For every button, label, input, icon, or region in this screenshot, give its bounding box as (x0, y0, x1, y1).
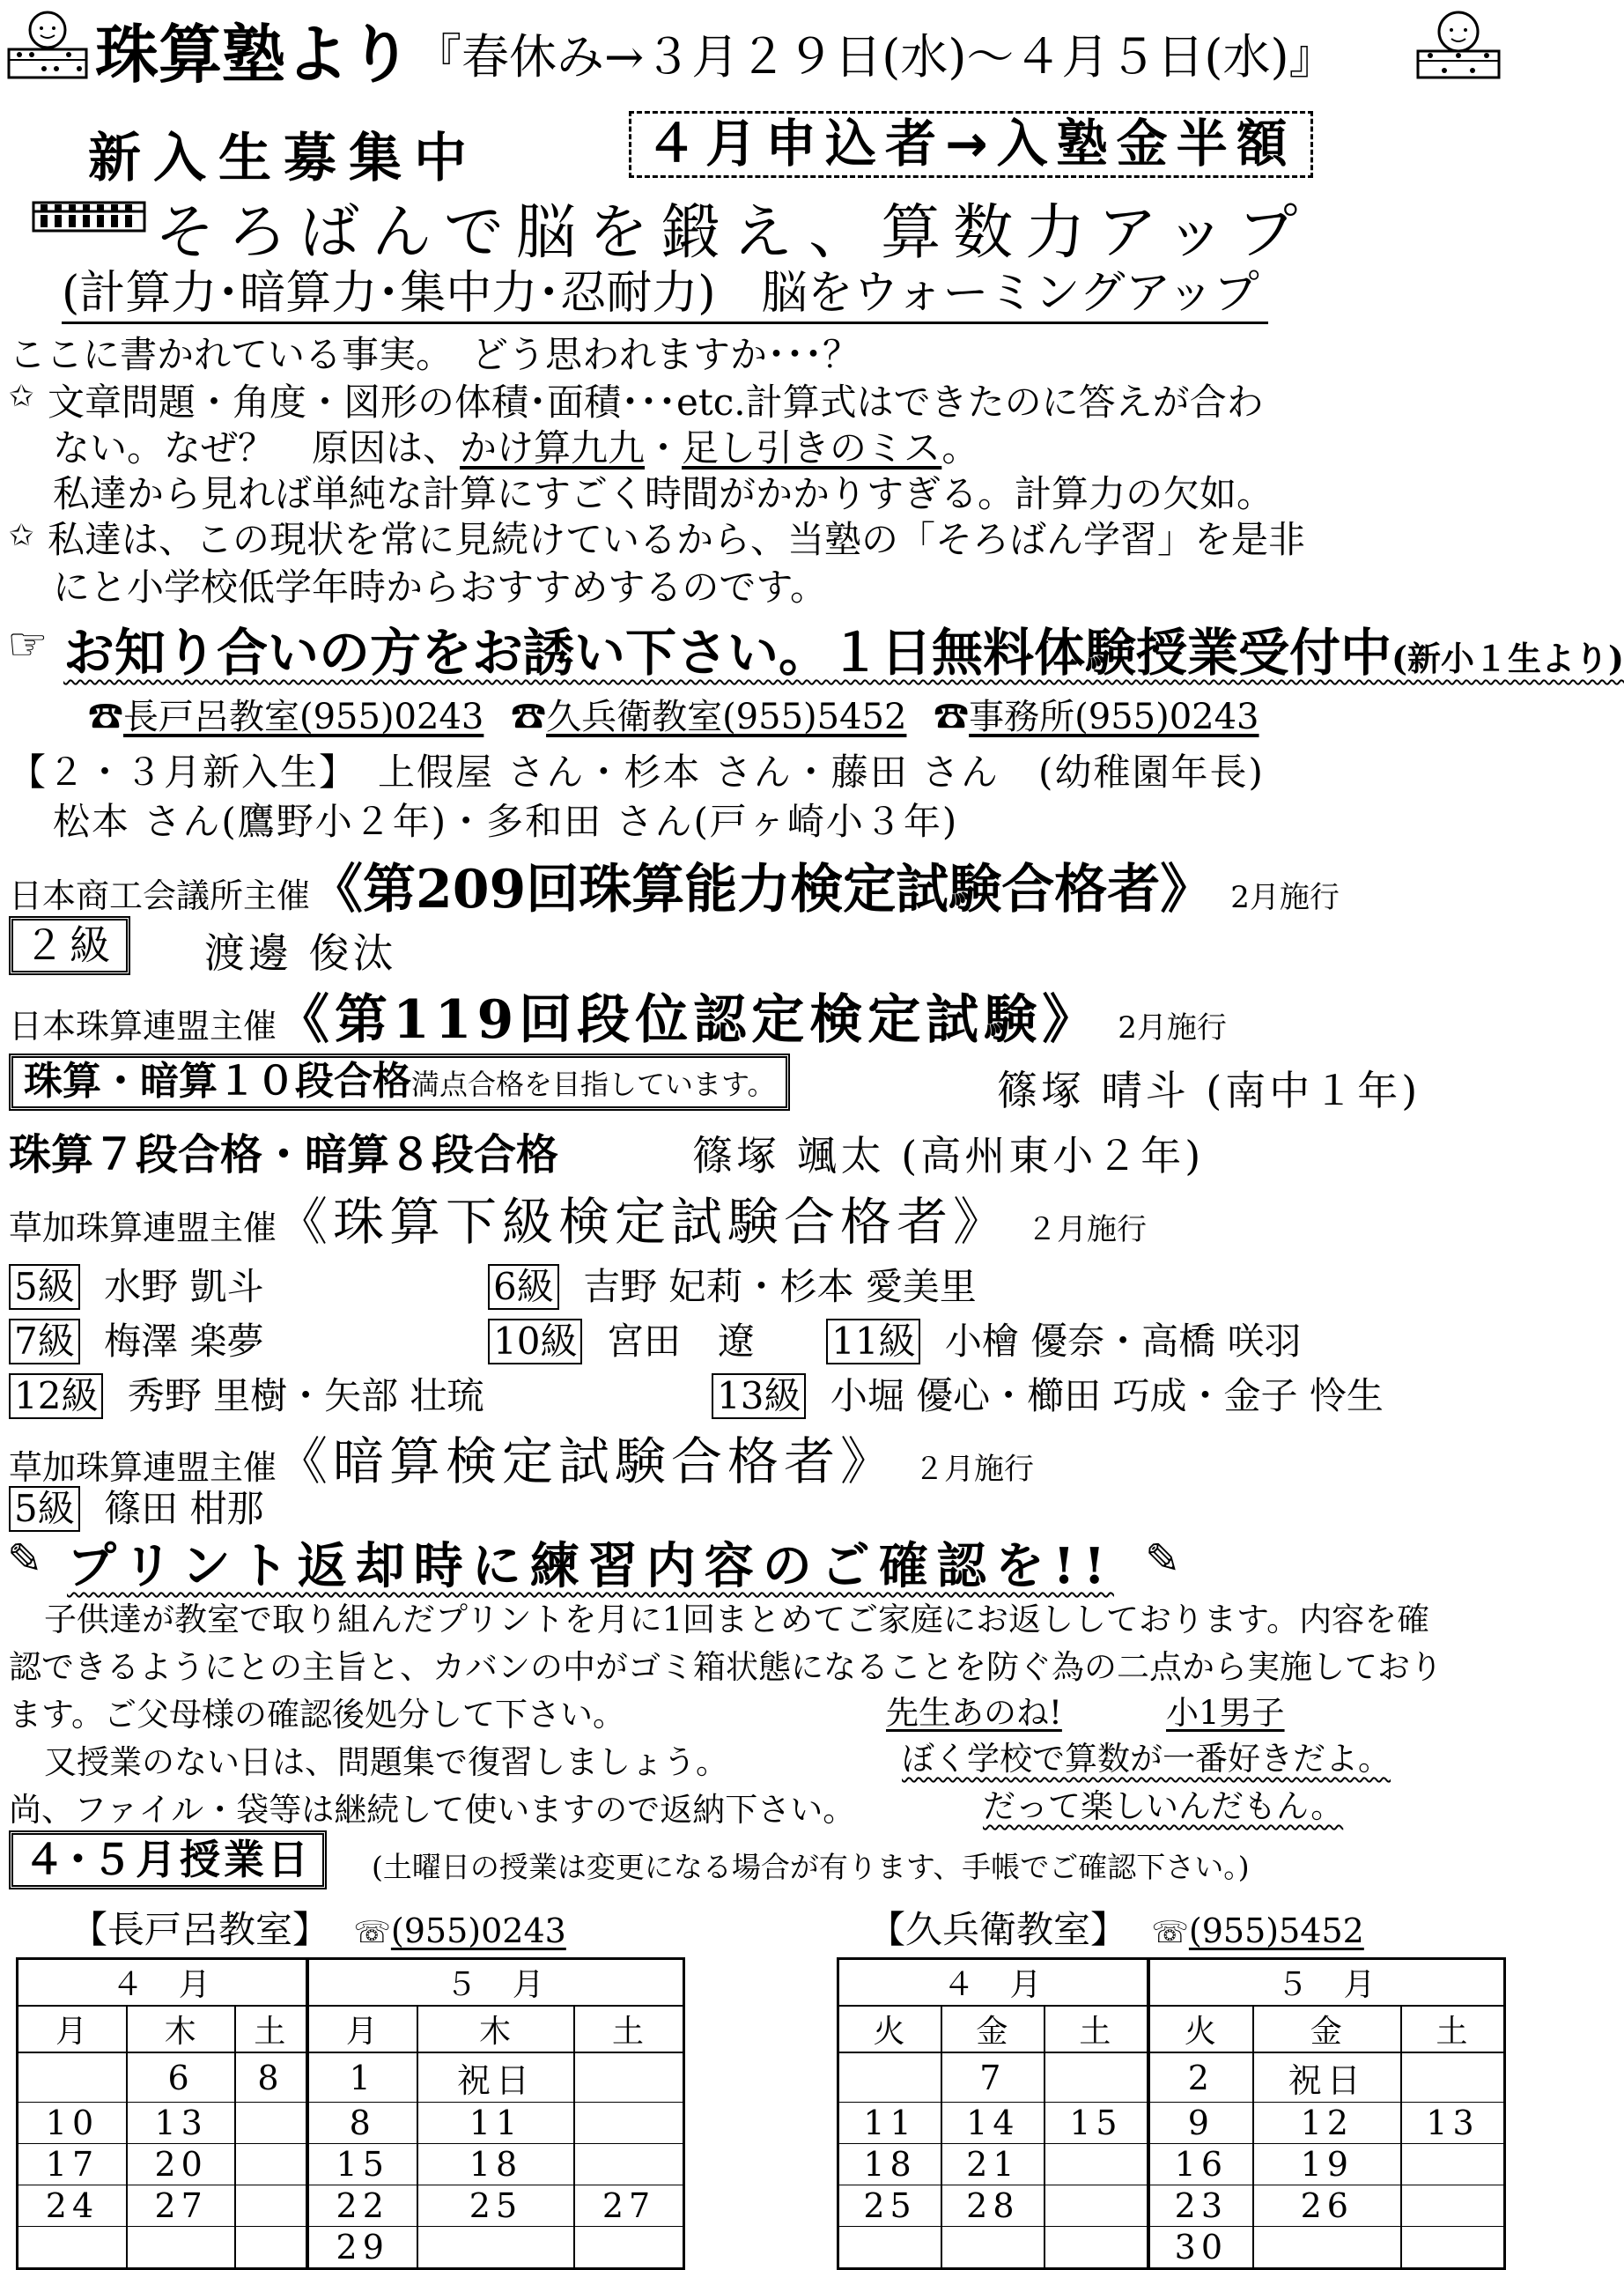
phone-icon: ☎ (511, 697, 547, 737)
date-cell (838, 2227, 942, 2269)
exam3-row-2 (9, 1312, 263, 1365)
weekday-header: 金 (1253, 2006, 1401, 2052)
contact-kyubee: 久兵衛教室(955)5452 (546, 697, 907, 737)
intro-lead: ここに書かれている事実。 どう思われますか･･･？ (9, 333, 860, 376)
date-cell (574, 2144, 683, 2185)
grade-passers: 水野 凱斗 (104, 1265, 264, 1308)
weekday-header: 火 (838, 2006, 942, 2052)
sensei-anone-line2: だって楽しいんだもん。 (983, 1787, 1344, 1825)
exam3-title: 《珠算下級検定試験合格者》 (277, 1192, 1010, 1252)
date-cell: 24 (18, 2185, 127, 2227)
exam2-organizer: 日本珠算連盟主催 (9, 1007, 277, 1046)
schedule-note: (土曜日の授業は変更になる場合が有ります、手帳でご確認下さい。) (372, 1850, 1250, 1884)
grade-passers: 宮田 遼 (606, 1320, 755, 1363)
date-cell: 29 (307, 2227, 417, 2269)
weekday-header: 月 (18, 2006, 127, 2052)
recruiting-banner: 新入生募集中 (88, 128, 479, 189)
date-cell: 22 (307, 2185, 417, 2227)
date-cell (574, 2227, 683, 2269)
weekday-header: 木 (127, 2006, 235, 2052)
date-cell: 11 (838, 2103, 942, 2144)
exam3-heading (9, 1180, 1147, 1254)
date-cell: 9 (1148, 2103, 1252, 2144)
date-cell: 8 (235, 2052, 306, 2103)
contact-nagatoro: 長戸呂教室(955)0243 (123, 697, 484, 737)
print-notice-line5: 尚、ファイル・袋等は継続して使いますので返納下さい。 (9, 1791, 856, 1829)
schedule-heading: ４･５月授業日 (9, 1830, 327, 1889)
dan-10-passer: 篠塚 晴斗 (南中１年) (997, 1067, 1421, 1114)
date-cell (1401, 2185, 1505, 2227)
nagatoro-name: 【長戸呂教室】 (70, 1908, 330, 1951)
free-trial-eligibility: (新小１生より) (1391, 639, 1624, 678)
intro-p1-dot: ・ (645, 426, 683, 470)
dan-7-8-label: 珠算７段合格・暗算８段合格 (9, 1130, 559, 1179)
grade-badge: 7級 (9, 1319, 80, 1364)
nagatoro-calendar (16, 1957, 685, 2270)
date-cell (1045, 2227, 1148, 2269)
exam1-heading (9, 847, 1340, 923)
grade-passers: 小堀 優心・櫛田 巧成・金子 怜生 (830, 1374, 1384, 1417)
exam3-row-2c (826, 1312, 1302, 1365)
date-cell (417, 2227, 574, 2269)
date-cell (235, 2185, 306, 2227)
may-header: ５ 月 (307, 1959, 684, 2007)
date-cell: 11 (417, 2103, 574, 2144)
dan-10-badge (9, 1054, 790, 1111)
nagatoro-header (70, 1901, 566, 1954)
date-cell: 28 (941, 2185, 1045, 2227)
kyubee-name: 【久兵衛教室】 (868, 1908, 1128, 1951)
grade-passers: 秀野 里樹・矢部 壮琉 (127, 1374, 484, 1417)
date-cell (838, 2052, 942, 2103)
slogan: そろばんで脳を鍛え、算数力アップ (155, 198, 1310, 268)
phone-icon: ☏ (353, 1915, 391, 1950)
subslogan: (計算力･暗算力･集中力･忍耐力) 脳をウォーミングアップ (62, 255, 1268, 324)
date-cell: 祝日 (417, 2052, 574, 2103)
multiplication-table-term: かけ算九九 (460, 426, 646, 470)
date-cell (1401, 2052, 1505, 2103)
exam1-grade-badge: ２級 (9, 916, 130, 975)
date-cell: 15 (1045, 2103, 1148, 2144)
grade-badge: 5級 (9, 1486, 80, 1532)
date-cell (1401, 2144, 1505, 2185)
kyubee-header (868, 1901, 1364, 1954)
date-cell: 10 (18, 2103, 127, 2144)
weekday-header: 土 (574, 2006, 683, 2052)
exam3-row-3b (712, 1367, 1384, 1420)
teacher-abacus-icon (5, 7, 90, 81)
grade-passers: 吉野 妃莉・杉本 愛美里 (583, 1265, 977, 1308)
date-cell: 6 (127, 2052, 235, 2103)
grade-badge: 5級 (9, 1264, 80, 1310)
date-cell (1045, 2052, 1148, 2103)
weekday-header: 土 (235, 2006, 306, 2052)
pointing-hand-icon: ☞ (7, 618, 48, 671)
print-notice-heading: プリント返却時に練習内容のご確認を!! (67, 1537, 1114, 1595)
dan-7-8-passer: 篠塚 颯太 (高州東小２年) (692, 1132, 1205, 1179)
date-cell: 27 (574, 2185, 683, 2227)
exam1-date: 2月施行 (1230, 880, 1340, 915)
date-cell: 21 (941, 2144, 1045, 2185)
print-notice-line1: 子供達が教室で取り組んだプリントを月に1回まとめてご家庭にお返ししております。内容を確 (44, 1601, 1430, 1638)
star-icon: ✩ (9, 518, 34, 553)
date-cell: 18 (838, 2144, 942, 2185)
weekday-header: 金 (941, 2006, 1045, 2052)
abacus-icon (32, 199, 146, 234)
kyubee-calendar (837, 1957, 1506, 2270)
exam2-title: 《第119回段位認定検定試験》 (277, 989, 1101, 1051)
weekday-header: 土 (1045, 2006, 1148, 2052)
contact-office: 事務所(955)0243 (969, 697, 1259, 737)
sensei-anone-label: 先生あのね! (886, 1694, 1062, 1732)
weekday-header: 土 (1401, 2006, 1505, 2052)
exam1-organizer: 日本商工会議所主催 (9, 876, 311, 915)
exam4-title: 《暗算検定試験合格者》 (277, 1431, 897, 1491)
student-abacus-icon (1409, 7, 1506, 81)
date-cell: 25 (838, 2185, 942, 2227)
campaign-banner: ４月申込者→入塾金半額 (629, 111, 1313, 178)
date-cell: 8 (307, 2103, 417, 2144)
intro-p1-line3: 私達から見れば単純な計算にすごく時間がかかりすぎる。計算力の欠如。 (53, 472, 1274, 515)
exam2-heading (9, 978, 1227, 1054)
print-notice-line2: 認できるようにとの主旨と、カバンの中がゴミ箱状態になることを防ぐ為の二点から実施しており (9, 1648, 1443, 1686)
intro-p2-line2: にと小学校低学年時からおすすめするのです。 (53, 566, 828, 609)
exam3-row-1 (9, 1258, 263, 1311)
grade-passers: 梅澤 楽夢 (104, 1320, 264, 1363)
pencil-icon: ✎ (7, 1534, 43, 1584)
date-cell (1253, 2227, 1401, 2269)
phone-icon: ☏ (1151, 1915, 1189, 1950)
date-cell (18, 2227, 127, 2269)
april-header: ４ 月 (838, 1959, 1149, 2007)
date-cell: 26 (1253, 2185, 1401, 2227)
new-students-line2: 松本 さん(鷹野小２年)・多和田 さん(戸ヶ崎小３年) (53, 800, 959, 843)
exam3-row-2b (488, 1312, 755, 1365)
star-icon: ✩ (9, 379, 34, 414)
exam4-organizer: 草加珠算連盟主催 (9, 1448, 277, 1487)
date-cell: 13 (127, 2103, 235, 2144)
grade-badge: 11級 (826, 1319, 920, 1364)
intro-p1-line1: 文章問題・角度・図形の体積･面積･･･etc.計算式はできたのに答えが合わ (48, 381, 1264, 424)
spring-break-period: 『春休み→３月２９日(水)～４月５日(水)』 (414, 29, 1337, 85)
exam3-organizer: 草加珠算連盟主催 (9, 1209, 277, 1247)
date-cell (235, 2144, 306, 2185)
date-cell (1045, 2185, 1148, 2227)
contact-list (88, 689, 1259, 739)
sensei-anone-author: 小1男子 (1166, 1694, 1285, 1732)
date-cell: 1 (307, 2052, 417, 2103)
date-cell (1401, 2227, 1505, 2269)
phone-icon: ☎ (88, 697, 123, 737)
date-cell: 2 (1148, 2052, 1252, 2103)
date-cell: 17 (18, 2144, 127, 2185)
kyubee-phone: (955)5452 (1188, 1911, 1364, 1950)
date-cell: 19 (1253, 2144, 1401, 2185)
date-cell: 15 (307, 2144, 417, 2185)
date-cell: 祝日 (1253, 2052, 1401, 2103)
april-header: ４ 月 (18, 1959, 307, 2007)
grade-passers: 小檜 優奈・高橋 咲羽 (944, 1320, 1302, 1363)
date-cell: 20 (127, 2144, 235, 2185)
exam3-row-1b (488, 1258, 977, 1311)
sensei-anone-line1: ぼく学校で算数が一番好きだよ。 (902, 1740, 1391, 1778)
grade-badge: 12級 (9, 1373, 103, 1419)
dan-10-note: 満点合格を目指しています。 (411, 1068, 776, 1101)
date-cell: 16 (1148, 2144, 1252, 2185)
print-notice-line4: 又授業のない日は、問題集で復習しましょう。 (44, 1743, 728, 1781)
pencil-icon: ✎ (1145, 1534, 1181, 1584)
grade-badge: 10級 (488, 1319, 582, 1364)
date-cell (235, 2103, 306, 2144)
intro-p1-line2-text: ない。なぜ？ 原因は、 (53, 426, 461, 470)
intro-p1-end: 。 (941, 426, 979, 470)
exam1-passers: 渡邊 俊汰 (204, 929, 397, 977)
exam4-date: ２月施行 (914, 1452, 1035, 1487)
phone-icon: ☎ (934, 697, 970, 737)
date-cell: 30 (1148, 2227, 1252, 2269)
date-cell (574, 2103, 683, 2144)
exam3-row-3 (9, 1367, 484, 1420)
grade-badge: 13級 (712, 1373, 806, 1419)
exam4-row (9, 1480, 263, 1533)
date-cell (1045, 2144, 1148, 2185)
grade-badge: 6級 (488, 1264, 559, 1310)
weekday-header: 火 (1148, 2006, 1252, 2052)
date-cell (574, 2052, 683, 2103)
weekday-header: 木 (417, 2006, 574, 2052)
exam3-date: ２月施行 (1027, 1212, 1148, 1247)
date-cell: 27 (127, 2185, 235, 2227)
arithmetic-mistake-term: 足し引きのミス (682, 426, 942, 470)
date-cell: 7 (941, 2052, 1045, 2103)
free-trial-invitation: お知り合いの方をお誘い下さい。１日無料体験授業受付中 (63, 623, 1392, 683)
date-cell: 14 (941, 2103, 1045, 2144)
weekday-header: 月 (307, 2006, 417, 2052)
intro-p2-line1: 私達は、この現状を常に見続けているから、当塾の「そろばん学習」を是非 (48, 518, 1306, 561)
date-cell: 13 (1401, 2103, 1505, 2144)
invitation-line (63, 611, 1624, 685)
date-cell (127, 2227, 235, 2269)
grade-passers: 篠田 柑那 (104, 1487, 264, 1530)
exam2-date: 2月施行 (1118, 1010, 1227, 1046)
print-notice-line3: ます。ご父母様の確認後処分して下さい。 (9, 1696, 626, 1734)
date-cell (235, 2227, 306, 2269)
may-header: ５ 月 (1148, 1959, 1504, 2007)
intro-p1-line2 (53, 419, 978, 472)
date-cell: 12 (1253, 2103, 1401, 2144)
date-cell (18, 2052, 127, 2103)
new-students-line1: 【２・３月新入生】 上假屋 さん・杉本 さん・藤田 さん (幼稚園年長) (9, 751, 1265, 794)
date-cell (941, 2227, 1045, 2269)
date-cell: 25 (417, 2185, 574, 2227)
exam1-title: 《第209回珠算能力検定試験合格者》 (310, 859, 1214, 921)
date-cell: 23 (1148, 2185, 1252, 2227)
page-title: 珠算塾より (95, 17, 413, 92)
date-cell: 18 (417, 2144, 574, 2185)
dan-10-label: 珠算・暗算１０段合格 (24, 1059, 411, 1104)
nagatoro-phone: (955)0243 (390, 1911, 566, 1950)
